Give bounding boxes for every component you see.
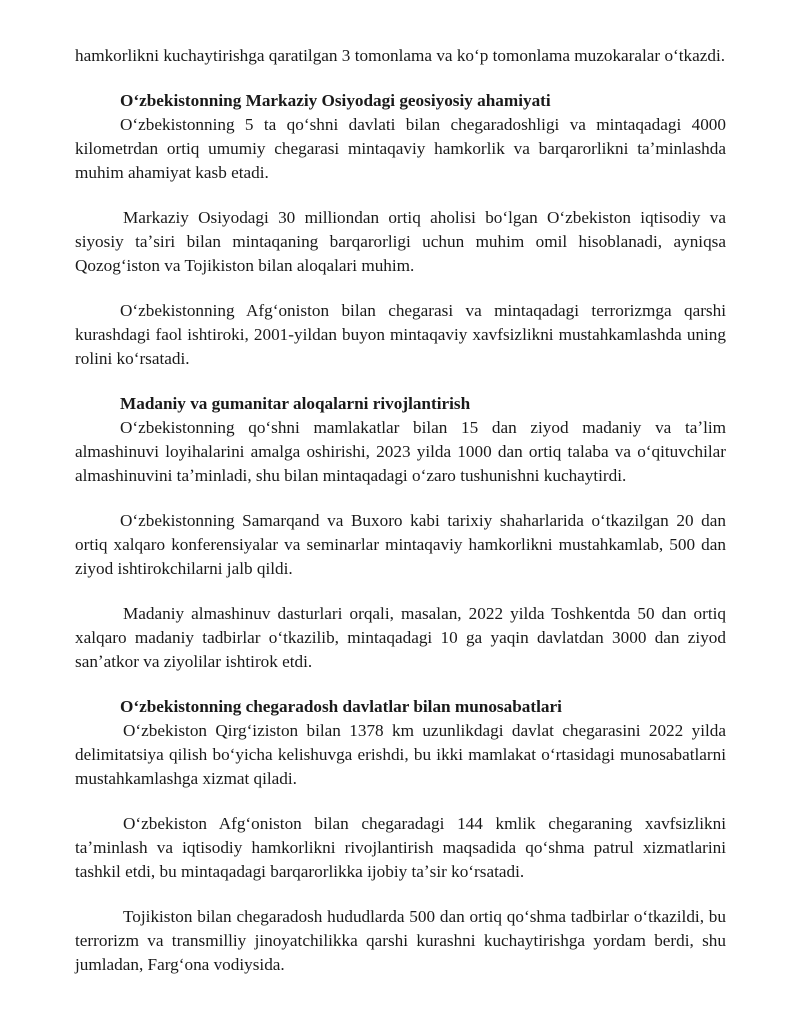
- spacer: [75, 185, 726, 206]
- spacer: [75, 674, 726, 695]
- paragraph: Madaniy almashinuv dasturlari orqali, masalan, 2022 yilda Toshkentda 50 dan ortiq xalqaro madaniy tadbirlar oʻtkazilib, mintaqadagi 10 ga yaqin davlatdan 3000 dan ziyod sanʼatkor va ziyolilar ishtirok etdi.: [75, 604, 726, 671]
- spacer: [75, 68, 726, 89]
- paragraph: Tojikiston bilan chegaradosh hududlarda 500 dan ortiq qoʻshma tadbirlar oʻtkazildi, bu terrorizm va transmilliy jinoyatchilikka qarshi kurashni kuchaytirishga yordam berdi, shu jumladan, Fargʻona vodiysida.: [75, 907, 726, 974]
- spacer: [75, 791, 726, 812]
- paragraph: Oʻzbekistonning 5 ta qoʻshni davlati bilan chegaradoshligi va mintaqadagi 4000 kilometrdan ortiq umumiy chegarasi mintaqaviy hamkorlik va barqarorlikni taʼminlashda muhim ahamiyat kasb etadi.: [75, 115, 726, 182]
- spacer: [75, 278, 726, 299]
- section-heading-culture: Madaniy va gumanitar aloqalarni rivojlantirish: [120, 394, 471, 413]
- section-heading-geopolitics: Oʻzbekistonning Markaziy Osiyodagi geosiyosiy ahamiyati: [120, 91, 551, 110]
- intro-paragraph: hamkorlikni kuchaytirishga qaratilgan 3 tomonlama va koʻp tomonlama muzokaralar oʻtkazdi.: [75, 46, 726, 65]
- spacer: [75, 371, 726, 392]
- paragraph: Markaziy Osiyodagi 30 milliondan ortiq aholisi boʻlgan Oʻzbekiston iqtisodiy va siyosiy taʼsiri bilan mintaqaning barqarorligi uchun muhim omil hisoblanadi, ayniqsa Qozogʻiston va Tojikiston bilan aloqalari muhim.: [75, 208, 726, 275]
- spacer: [75, 488, 726, 509]
- paragraph: Oʻzbekiston Qirgʻiziston bilan 1378 km uzunlikdagi davlat chegarasini 2022 yilda delimitatsiya qilish boʻyicha kelishuvga erishdi, bu ikki mamlakat oʻrtasidagi munosabatlarni mustahkamlashga xizmat qiladi.: [75, 721, 726, 788]
- paragraph: Oʻzbekistonning qoʻshni mamlakatlar bilan 15 dan ziyod madaniy va taʼlim almashinuvi loyihalarini amalga oshirishi, 2023 yilda 1000 dan ortiq talaba va oʻqituvchilar almashinuvini taʼminladi, shu bilan mintaqadagi oʻzaro tushunishni kuchaytirdi.: [75, 418, 726, 485]
- section-heading-neighbors: Oʻzbekistonning chegaradosh davlatlar bilan munosabatlari: [120, 697, 562, 716]
- paragraph: Oʻzbekistonning Samarqand va Buxoro kabi tarixiy shaharlarida oʻtkazilgan 20 dan ortiq xalqaro konferensiyalar va seminarlar mintaqaviy hamkorlikni mustahkamlab, 500 dan ziyod ishtirokchilarni jalb qildi.: [75, 511, 726, 578]
- spacer: [75, 884, 726, 905]
- paragraph: Oʻzbekiston Afgʻoniston bilan chegaradagi 144 kmlik chegaraning xavfsizlikni taʼminlash va iqtisodiy hamkorlikni rivojlantirish maqsadida qoʻshma patrul xizmatlarini tashkil etdi, bu mintaqadagi barqarorlikka ijobiy taʼsir koʻrsatadi.: [75, 814, 726, 881]
- spacer: [75, 581, 726, 602]
- paragraph: Oʻzbekistonning Afgʻoniston bilan chegarasi va mintaqadagi terrorizmga qarshi kurashdagi faol ishtiroki, 2001-yildan buyon mintaqaviy xavfsizlikni mustahkamlashda uning rolini koʻrsatadi.: [75, 301, 726, 368]
